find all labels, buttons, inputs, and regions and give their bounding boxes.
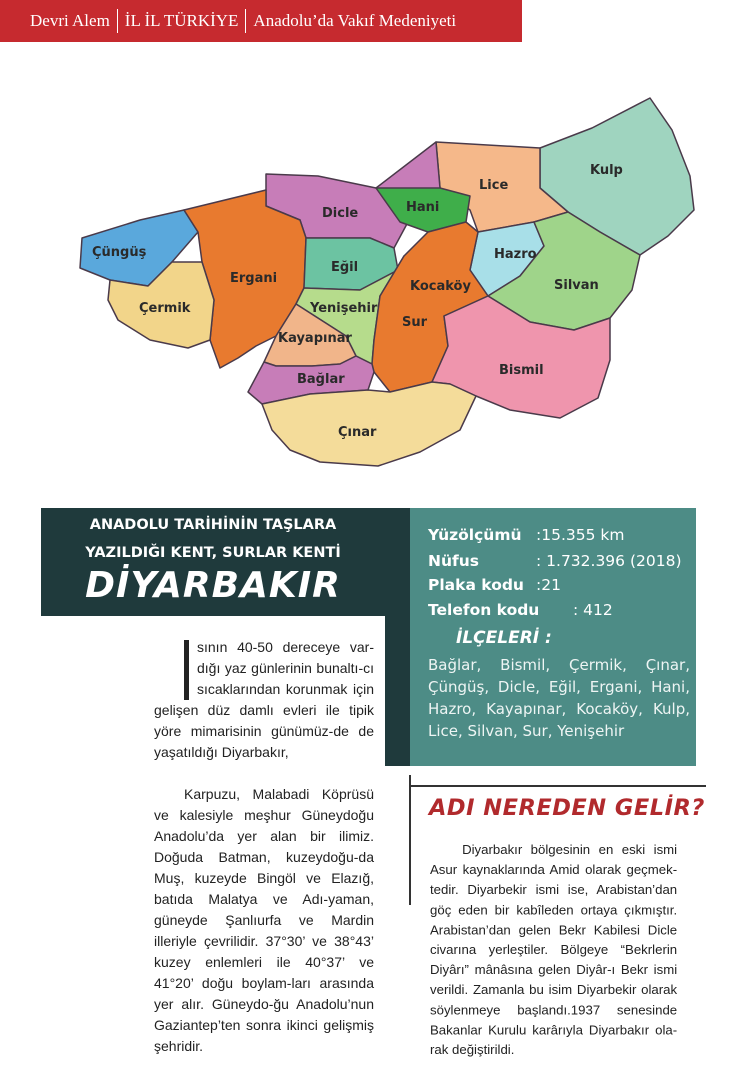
info-plate-row [428, 576, 561, 594]
info-population-value: : 1.732.396 (2018) [536, 552, 682, 570]
info-phone-value: : 412 [573, 601, 613, 619]
district-label: Sur [402, 315, 428, 330]
district-label: Çınar [338, 425, 377, 440]
info-area-label: Yüzölçümü [428, 526, 522, 544]
header-section-devri-alem: Devri Alem [30, 11, 110, 30]
district-label: Kocaköy [410, 279, 471, 294]
district-label: Çüngüş [92, 245, 147, 260]
title-subline-2: YAZILDIĞI KENT, SURLAR KENTİ [85, 545, 341, 561]
district-label: Çermik [139, 301, 191, 316]
info-population-label: Nüfus [428, 552, 480, 570]
district-label: Bağlar [297, 372, 345, 387]
district-label: Kulp [590, 163, 623, 178]
body-paragraph-1: sının 40-50 dereceye var-dığı yaz günlerinin bunaltı-cı sıcaklarından korunmak için gelişen düz damlı evleri ile tipik yöre mimarisinin günümüz-de de yaşatıldığı Diyarbakır, [154, 639, 374, 760]
info-population-row [428, 552, 682, 570]
district-label: Lice [479, 178, 509, 193]
info-phone-label: Telefon kodu [428, 601, 540, 619]
info-box [410, 508, 696, 766]
header-separator [117, 9, 118, 33]
info-plate-value: :21 [536, 576, 561, 594]
dropcap-bar [184, 640, 189, 700]
district-label: Kayapınar [278, 331, 352, 346]
body-column [154, 637, 374, 1057]
info-plate-label: Plaka kodu [428, 576, 524, 594]
section-title-name-origin: ADI NEREDEN GELİR? [429, 795, 705, 821]
body-paragraph-2: Karpuzu, Malabadi Köprüsü ve kalesiyle meşhur Güneydoğu Anadolu’da yer alan bir ilimiz. Doğuda Batman, kuzeydoğu-da Muş, kuzeyde Bingöl ve Elazığ, batıda Malatya ve Adı-yaman, güneyde Şanlıurfa ve Mardin illeriyle çevrilidir. 37°30’ ve 38°43’ kuzey enlemleri ile 40°37’ ve 41°20’ doğu boylam-ları arasında yer alır. Güneydo-ğu Anadolu’nun Gaziantep’ten sonra ikinci gelişmiş şehridir. [154, 786, 374, 1054]
header-section-vakif: Anadolu’da Vakıf Medeniyeti [253, 11, 457, 30]
section-divider-vertical [409, 775, 411, 905]
district-label: Hazro [494, 247, 537, 262]
district-label: Dicle [322, 206, 359, 221]
district-label: Silvan [554, 278, 599, 293]
page-title: DİYARBAKIR [85, 565, 341, 606]
district-label: Hani [406, 200, 440, 215]
district-label: Ergani [230, 271, 278, 286]
districts-list: Bağlar, Bismil, Çermik, Çınar, Çüngüş, Dicle, Eğil, Ergani, Hani, Hazro, Kayapınar, Kocaköy, Kulp, Lice, Silvan, Sur, Yenişehir [428, 656, 690, 740]
districts-title: İLÇELERİ : [456, 628, 552, 648]
title-box [41, 508, 385, 616]
info-area-row [428, 526, 625, 544]
section-divider-horizontal [410, 785, 706, 787]
header-bar [0, 0, 522, 42]
info-area-value: :15.355 km [536, 526, 625, 544]
title-subline-1: ANADOLU TARİHİNİN TAŞLARA [89, 517, 337, 533]
divider-vertical [385, 508, 410, 766]
district-label: Bismil [499, 363, 544, 378]
district-label: Eğil [331, 260, 359, 275]
info-phone-row [428, 601, 613, 619]
district-map [0, 50, 729, 500]
district-label: Yenişehir [310, 301, 378, 316]
header-separator [245, 9, 246, 33]
name-origin-text: Diyarbakır bölgesinin en eski ismi Asur kaynaklarında Amid olarak geçmek-tedir. Diyarbekir ismi ise, Arabistan’dan göç eden bir kabîleden ortaya çıkmıştır. Arabistan’dan gelen Bekr Kabilesi Dicle civarına yerleştiler. Bölgeye “Bekrlerin Diyârı” mânâsına gelen Diyâr-ı Bekr ismi verildi. Zamanla bu isim Diyarbekir olarak söylenmeye başlandı.1937 senesinde Bakanlar Kurulu karârıyla Diyarbakır ola-rak değiştirildi. [430, 841, 678, 1057]
header-section-il-il-turkiye: İL İL TÜRKİYE [124, 11, 239, 30]
